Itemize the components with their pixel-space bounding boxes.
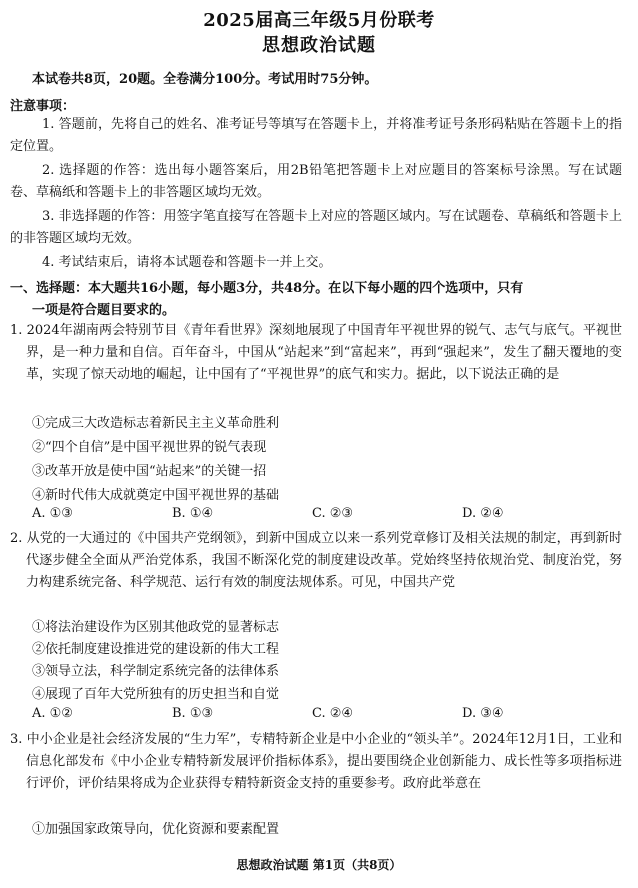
question-1-statement-4: ④新时代伟大成就奠定中国平视世界的基础 <box>32 488 280 503</box>
question-3-stem: 3. 中小企业是社会经济发展的“生力军”，专精特新企业是中小企业的“领头羊”。2024年12月1日，工业和信息化部发布《中小企业专精特新发展评价指标体系》，提出要围绕企业创新能力、成长性等多项指标进行评价，评价结果将成为企业获得专精特新资金支持的重要参考。政府此举意在 <box>10 732 622 791</box>
question-2-statement-3: ③领导立法，科学制定系统完备的法律体系 <box>32 664 280 679</box>
question-1-answer-c[interactable]: C. ②③ <box>312 506 354 521</box>
question-1-answer-a[interactable]: A. ①③ <box>32 506 73 521</box>
question-1-answer-b[interactable]: B. ①④ <box>172 506 214 521</box>
section-heading-line1: 一、选择题：本大题共16小题，每小题3分，共48分。在以下每小题的四个选项中，只有 <box>10 281 524 296</box>
notice-heading: 注意事项： <box>10 99 76 114</box>
notice-item-4: 4. 考试结束后，请将本试题卷和答题卡一并上交。 <box>42 255 332 270</box>
question-1-stem: 1. 2024年湖南两会特别节目《青年看世界》深刻地展现了中国青年平视世界的锐气、志气与底气。平视世界，是一种力量和自信。百年奋斗，中国从“站起来”到“富起来”，再到“强起来”，发生了翻天覆地的变革，实现了惊天动地的崛起，让中国有了“平视世界”的底气和实力。据此，以下说法正确的是 <box>10 323 622 382</box>
question-2-statement-2: ②依托制度建设推进党的建设新的伟大工程 <box>32 642 280 657</box>
page-footer: 思想政治试题 第1页（共8页） <box>236 858 402 872</box>
exam-subject: 思想政治试题 <box>262 35 376 56</box>
question-2-answer-b[interactable]: B. ①③ <box>172 706 214 721</box>
notice-item-3: 3. 非选择题的作答：用签字笔直接写在答题卡上对应的答题区域内。写在试题卷、草稿纸和答题卡上的非答题区域均无效。 <box>10 209 622 246</box>
exam-title: 2025届高三年级5月份联考 <box>203 10 435 31</box>
question-2-answer-c[interactable]: C. ②④ <box>312 706 354 721</box>
question-1-answer-d[interactable]: D. ②④ <box>462 506 504 521</box>
question-2-statement-4: ④展现了百年大党所独有的历史担当和自觉 <box>32 687 280 702</box>
question-2-answers <box>32 706 622 726</box>
question-2-answer-d[interactable]: D. ③④ <box>462 706 504 721</box>
question-2-stem: 2. 从党的一大通过的《中国共产党纲领》，到新中国成立以来一系列党章修订及相关法规的制定，再到新时代逐步健全全面从严治党体系，我国不断深化党的制度建设改革。党始终坚持依规治党、制度治党，努力构建系统完备、科学规范、运行有效的制度法规体系。可见，中国共产党 <box>10 531 622 590</box>
notice-item-2: 2. 选择题的作答：选出每小题答案后，用2B铅笔把答题卡上对应题目的答案标号涂黑。写在试题卷、草稿纸和答题卡上的非答题区域均无效。 <box>10 163 622 200</box>
question-1-statement-2: ②“四个自信”是中国平视世界的锐气表现 <box>32 440 267 455</box>
notice-item-1: 1. 答题前，先将自己的姓名、准考证号等填写在答题卡上，并将准考证号条形码粘贴在答题卡上的指定位置。 <box>10 117 622 154</box>
question-1-answers <box>32 506 622 526</box>
question-1-statement-3: ③改革开放是使中国“站起来”的关键一招 <box>32 464 267 479</box>
section-heading-line2: 一项是符合题目要求的。 <box>32 303 176 318</box>
question-2-statement-1: ①将法治建设作为区别其他政党的显著标志 <box>32 620 280 635</box>
exam-info: 本试卷共8页，20题。全卷满分100分。考试用时75分钟。 <box>32 72 378 87</box>
question-1-statement-1: ①完成三大改造标志着新民主主义革命胜利 <box>32 416 280 431</box>
question-3-statement-1: ①加强国家政策导向，优化资源和要素配置 <box>32 822 280 837</box>
question-2-answer-a[interactable]: A. ①② <box>32 706 73 721</box>
